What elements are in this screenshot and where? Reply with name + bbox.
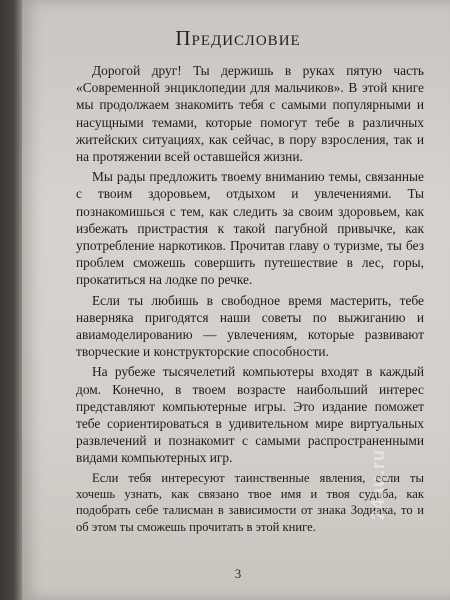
paragraph-4: На рубеже тысячелетий компьютеры входят в каждый дом. Конечно, в твоем возрасте наибольший интерес представляют компьютерные игры. Это издание поможет тебе сориентироваться в удивительном мире виртуальных развлечений и познакомит с самыми распространенными видами компьютерных игр. (76, 364, 424, 466)
page-title: Предисловие (175, 26, 301, 50)
watermark: 24au.ru (368, 448, 388, 520)
paragraph-2: Мы рады предложить твоему вниманию темы, связанные с твоим здоровьем, отдыхом и увлечениями. Ты познакомишься с тем, как следить за своим здоровьем, как избежать пристрастия к такой пагубной привычке, как употребление наркотиков. Прочитав главу о туризме, ты без проблем сможешь совершить путешествие в лес, горы, прокатиться на лодке по речке. (76, 169, 424, 288)
page-number: 3 (234, 566, 242, 581)
paragraph-5: Если тебя интересуют таинственные явления, если ты хочешь узнать, как связано твое имя и твоя судьба, как подобрать себе талисман в зависимости от знака Зодиака, то и об этом ты сможешь прочитать в этой книге. (76, 470, 424, 534)
paragraph-3: Если ты любишь в свободное время мастерить, тебе наверняка пригодятся наши советы по выжиганию и авиамоделированию — увлечениям, которые развивают творческие и конструкторские способности. (76, 292, 424, 360)
paragraph-1: Дорогой друг! Ты держишь в руках пятую часть «Современной энциклопедии для мальчиков». В этой книге мы продолжаем знакомить тебя с самыми популярными и насущными темами, которые помогут тебе в различных житейских ситуациях, как сейчас, в пору взросления, так и на протяжении всей оставшейся жизни. (76, 63, 424, 165)
